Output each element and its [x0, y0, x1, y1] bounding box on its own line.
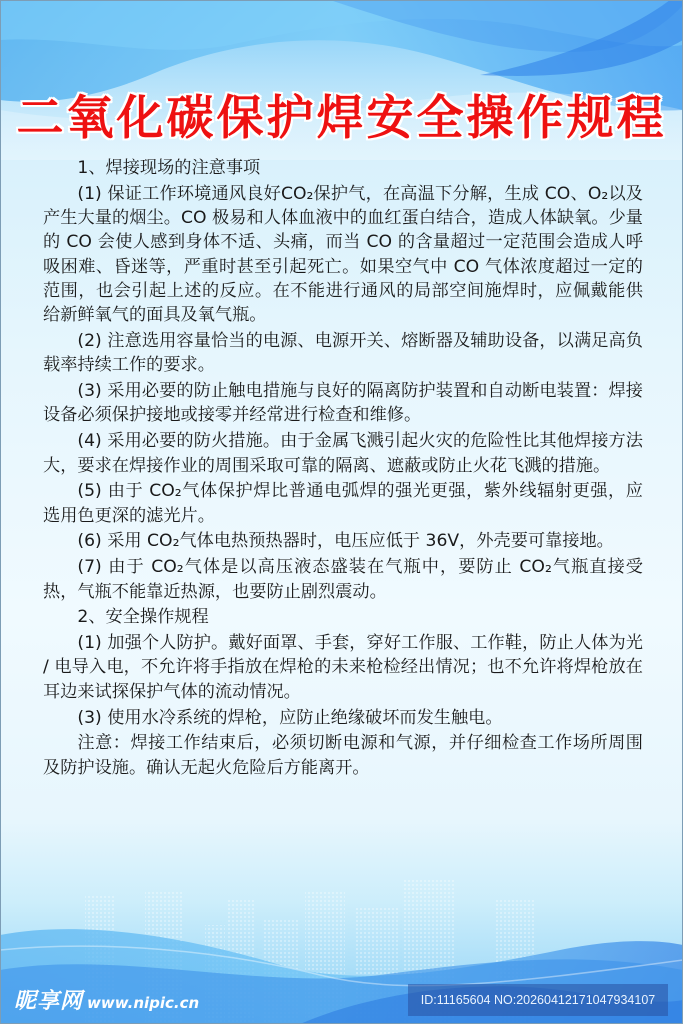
rule-item: (3) 采用必要的防止触电措施与良好的隔离防护装置和自动断电装置：焊接设备必须保护接地或接零并经常进行检查和维修。	[43, 381, 643, 426]
rule-item: (3) 使用水冷系统的焊枪，应防止绝缘破坏而发生触电。	[77, 707, 503, 728]
section-heading: 2、安全操作规程	[77, 607, 209, 628]
regulation-content	[43, 156, 643, 781]
watermark-logo	[14, 984, 199, 1015]
poster-title: 二氧化碳保护焊安全操作规程	[16, 91, 667, 147]
site-url: www.nipic.cn	[87, 994, 200, 1012]
rule-item: (6) 采用 CO₂气体电热预热器时，电压应低于 36V，外壳要可靠接地。	[77, 531, 614, 552]
section-heading: 1、焊接现场的注意事项	[77, 158, 261, 178]
note-item: 注意：焊接工作结束后，必须切断电源和气源，并仔细检查工作场所周围及防护设施。确认无起火危险后方能离开。	[43, 733, 643, 778]
rule-item: (4) 采用必要的防火措施。由于金属飞溅引起火灾的危险性比其他焊接方法大，要求在焊接作业的周围采取可靠的隔离、遮蔽或防止火花飞溅的措施。	[43, 431, 643, 476]
image-id-badge: ID:11165604 NO:20260412171047934107	[408, 984, 668, 1016]
site-name: 昵享网	[14, 989, 84, 1014]
rule-item: (2) 注意选用容量恰当的电源、电源开关、熔断器及辅助设备，以满足高负载率持续工作的要求。	[43, 331, 643, 376]
rule-item: (5) 由于 CO₂气体保护焊比普通电弧焊的强光更强，紫外线辐射更强，应选用色更深的滤光片。	[43, 481, 643, 526]
rule-item: (7) 由于 CO₂气体是以高压液态盛装在气瓶中，要防止 CO₂气瓶直接受热，气瓶不能靠近热源，也要防止剧烈震动。	[43, 557, 643, 602]
rule-item: (1) 加强个人防护。戴好面罩、手套，穿好工作服、工作鞋，防止人体为光 / 电导入电，不允许将手指放在焊枪的未来枪检经出情况；也不允许将焊枪放在耳边来试探保护气体的流动情况。	[43, 633, 643, 702]
rule-item: (1) 保证工作环境通风良好CO₂保护气，在高温下分解，生成 CO、O₂以及产生大量的烟尘。CO 极易和人体血液中的血红蛋白结合，造成人体缺氧。少量的 CO 会使人感到身体不适、头痛，而当 CO 的含量超过一定范围会造成人呼吸困难、昏迷等，严重时甚至引起死亡。如果空气中 CO 气体浓度超过一定的范围，也会引起上述的反应。在不能进行通风的局部空间施焊时，应佩戴能供给新鲜氧气的面具及氧气瓶。	[43, 183, 643, 326]
